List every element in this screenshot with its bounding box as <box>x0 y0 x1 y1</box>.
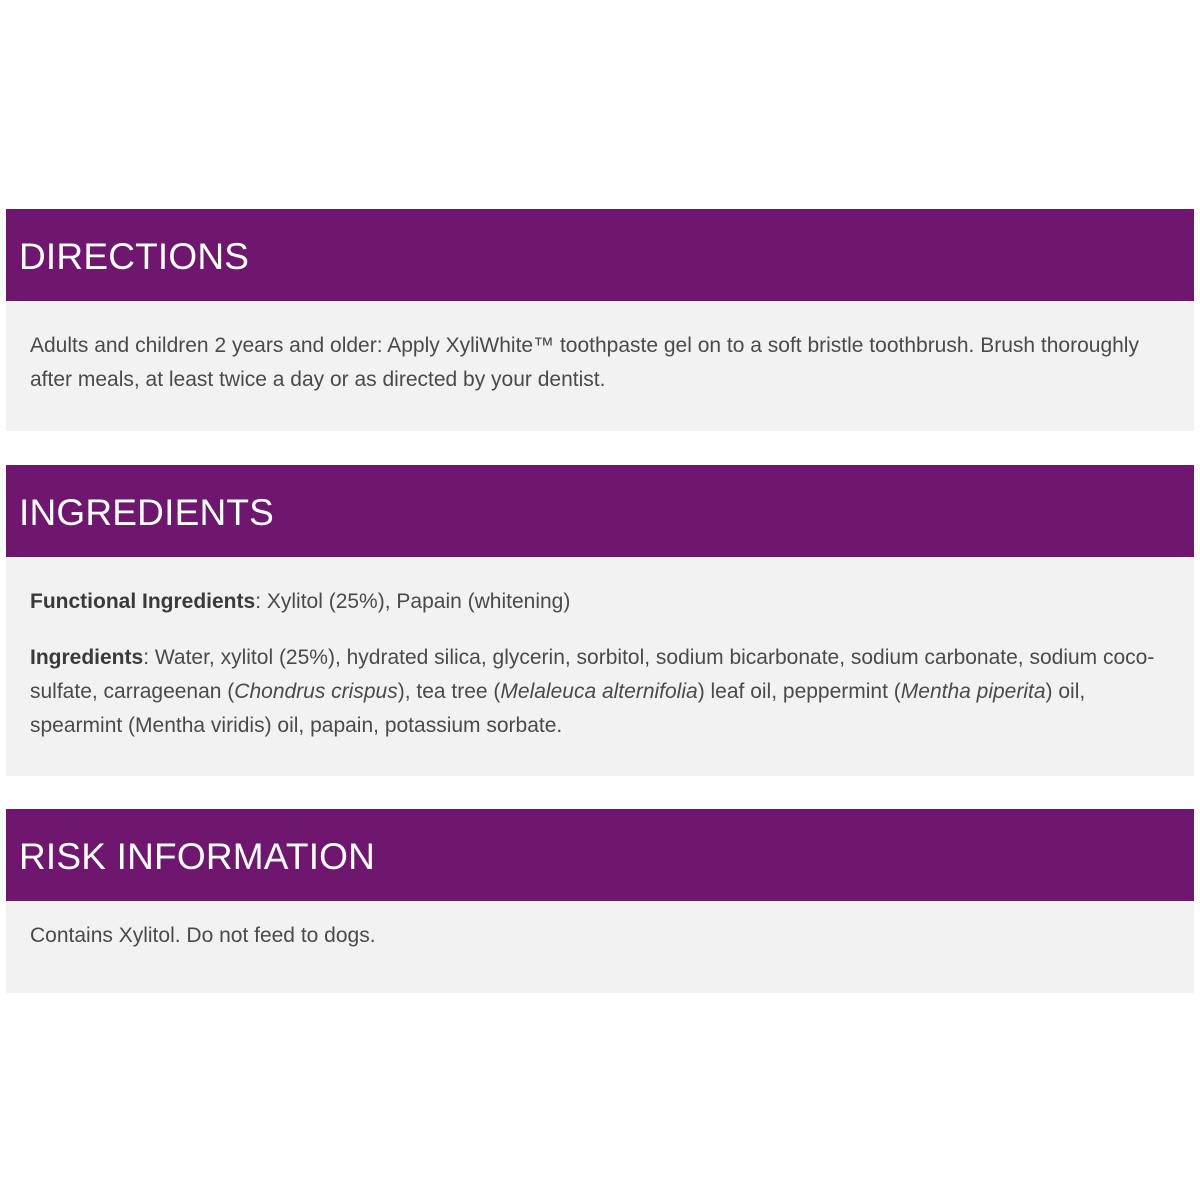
functional-ingredients-label: Functional Ingredients <box>30 590 256 613</box>
functional-ingredients-paragraph <box>30 585 1170 619</box>
ingredient-latin-name: Chondrus crispus <box>234 680 398 703</box>
directions-header <box>6 209 1194 301</box>
ingredients-list-text: ), tea tree ( <box>397 680 501 703</box>
ingredients-header <box>6 465 1194 557</box>
functional-ingredients-text: : Xylitol (25%), Papain (whitening) <box>255 590 571 613</box>
risk-title: RISK INFORMATION <box>19 836 376 877</box>
risk-header <box>6 809 1194 901</box>
risk-section <box>6 809 1194 993</box>
ingredients-body <box>6 557 1194 776</box>
risk-body <box>6 901 1194 993</box>
risk-text: Contains Xylitol. Do not feed to dogs. <box>30 924 376 947</box>
ingredients-title: INGREDIENTS <box>19 492 275 533</box>
directions-text: Adults and children 2 years and older: Apply XyliWhite™ toothpaste gel on to a soft bristle toothbrush. Brush thoroughly after meals, at least twice a day or as directed by your dentist. <box>30 334 1139 391</box>
ingredient-latin-name: Melaleuca alternifolia <box>500 680 698 703</box>
directions-section <box>6 209 1194 431</box>
ingredients-list-label: Ingredients <box>30 646 144 669</box>
directions-title: DIRECTIONS <box>19 236 250 277</box>
ingredients-list-text: ) leaf oil, peppermint ( <box>697 680 901 703</box>
ingredients-list-text: ) oil, spearmint (Mentha viridis) oil, papain, potassium sorbate. <box>30 680 1086 737</box>
ingredients-list-paragraph <box>30 641 1170 743</box>
directions-body <box>6 301 1194 431</box>
ingredients-section <box>6 465 1194 776</box>
ingredients-list-text: : Water, xylitol (25%), hydrated silica, glycerin, sorbitol, sodium bicarbonate, sodium carbonate, sodium coco-sulfate, carrageenan ( <box>30 646 1155 703</box>
ingredient-latin-name: Mentha piperita <box>900 680 1046 703</box>
